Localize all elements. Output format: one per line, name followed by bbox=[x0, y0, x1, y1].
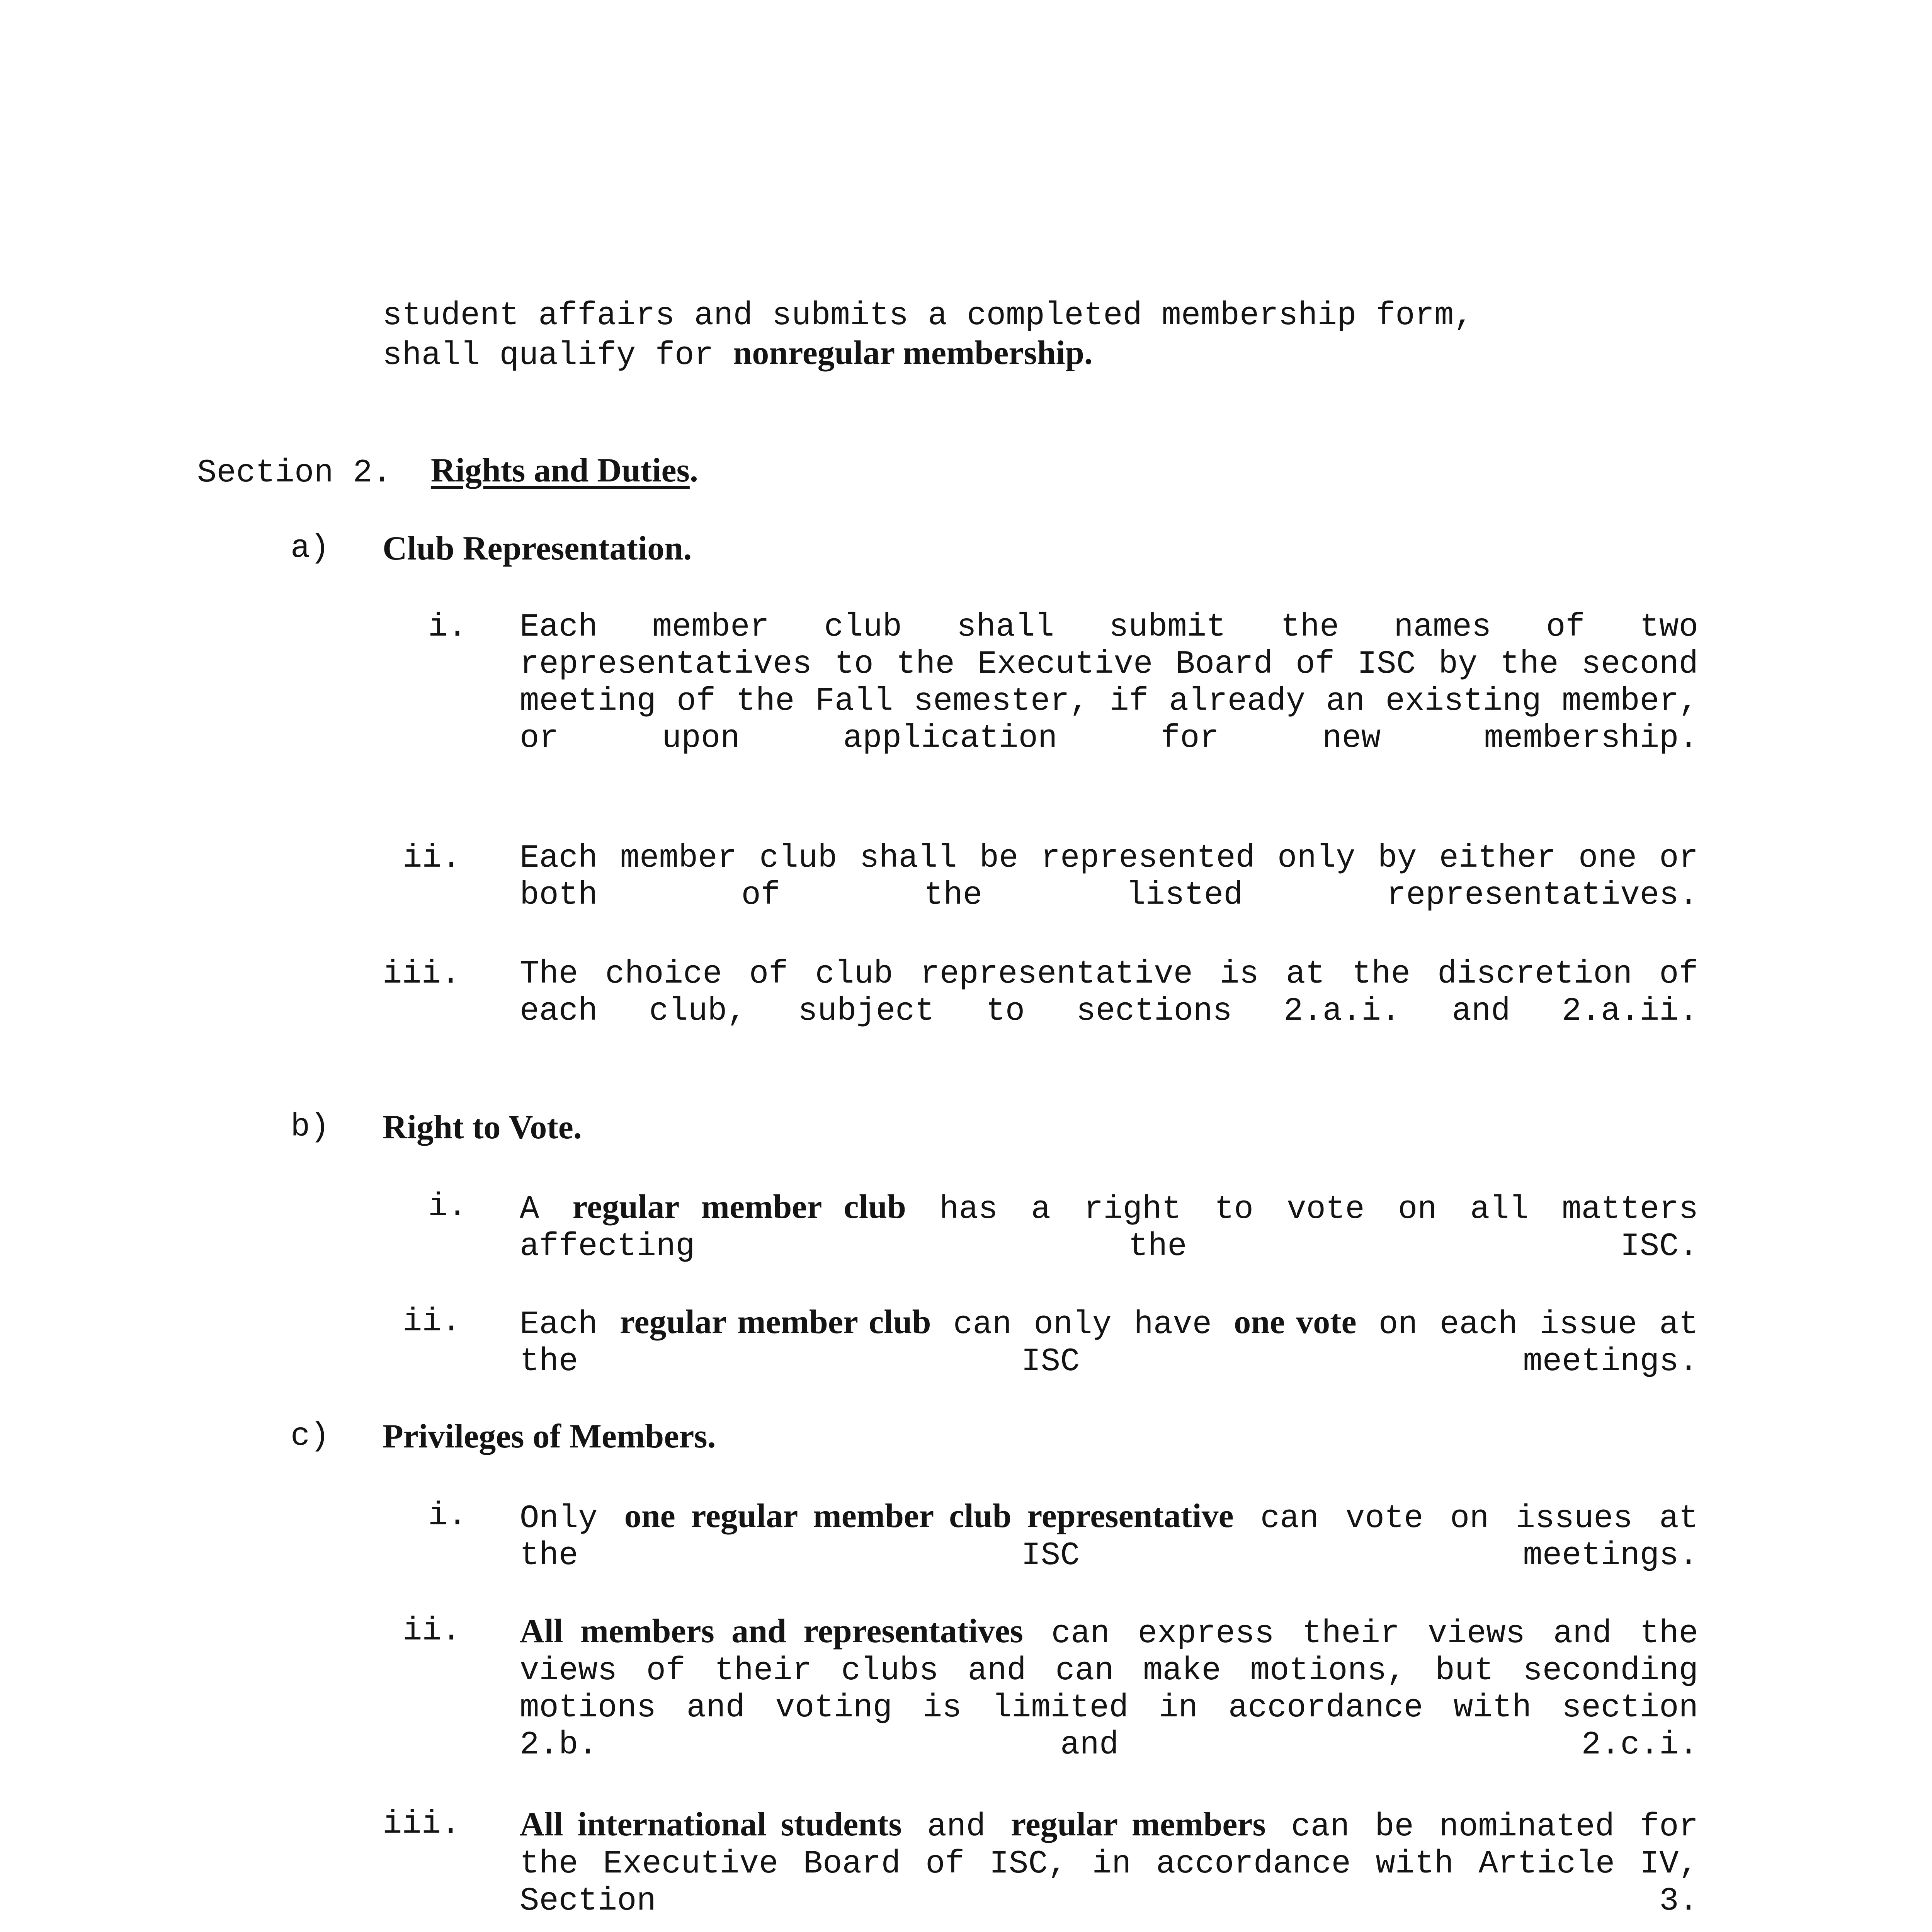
item-b-marker: b) bbox=[291, 1109, 330, 1146]
intro-line-2 bbox=[383, 335, 1093, 374]
item-a-ii-text: Each member club shall be represented only by either one or both of the listed representatives. bbox=[520, 840, 1698, 914]
item-b-heading: Right to Vote. bbox=[383, 1109, 582, 1146]
item-b-i-marker: i. bbox=[428, 1189, 467, 1225]
item-c-i-text: Only one regular member club representative can vote on issues at the ISC meetings. bbox=[520, 1497, 1698, 1574]
intro-line-2-text: shall qualify for bbox=[383, 337, 733, 374]
section-title-period: . bbox=[689, 452, 698, 489]
item-c-iii-marker: iii. bbox=[383, 1806, 461, 1843]
item-a-ii-marker: ii. bbox=[403, 840, 461, 877]
item-a-i-text: Each member club shall submit the names of two representatives to the Executive Board of ISC by the second meeting of the Fall semester, if already an existing member, or upon application for new membership. bbox=[520, 609, 1698, 757]
item-c-heading: Privileges of Members. bbox=[383, 1418, 716, 1455]
intro-line-1 bbox=[383, 298, 1473, 335]
section-label: Section 2. bbox=[197, 455, 392, 492]
item-c-ii-text: All members and representatives can express their views and the views of their clubs and can make motions, but seconding motions and voting is limited in accordance with section 2.b. and 2.c.i. bbox=[520, 1612, 1698, 1764]
regular-members-term: regular members bbox=[1011, 1806, 1266, 1843]
item-a-heading: Club Representation. bbox=[383, 530, 692, 567]
item-a-iii-marker: iii. bbox=[383, 956, 461, 993]
item-c-marker: c) bbox=[291, 1418, 330, 1455]
regular-member-club-term: regular member club bbox=[619, 1303, 931, 1341]
item-a-i-marker: i. bbox=[428, 609, 467, 646]
section-2-heading bbox=[197, 452, 698, 492]
item-c-ii-marker: ii. bbox=[403, 1613, 461, 1650]
item-b-ii-marker: ii. bbox=[403, 1304, 461, 1340]
item-c-iii-text: All international students and regular members can be nominated for the Executive Board of ISC, in accordance with Article IV, Section 3. bbox=[520, 1806, 1699, 1920]
item-b-ii-text: Each regular member club can only have one vote on each issue at the ISC meetings. bbox=[520, 1303, 1698, 1380]
item-a-marker: a) bbox=[291, 530, 330, 567]
intro-line-1-text: student affairs and submits a completed membership form, bbox=[383, 298, 1473, 334]
item-c-i-marker: i. bbox=[428, 1498, 467, 1534]
regular-member-club-term: regular member club bbox=[572, 1188, 906, 1226]
one-regular-member-club-representative-term: one regular member club representative bbox=[624, 1497, 1234, 1535]
nonregular-membership-term: nonregular membership. bbox=[733, 334, 1093, 372]
item-b-i-text: A regular member club has a right to vote on all matters affecting the ISC. bbox=[520, 1188, 1698, 1265]
one-vote-term: one vote bbox=[1234, 1303, 1357, 1341]
all-members-and-representatives-term: All members and representatives bbox=[520, 1612, 1023, 1650]
item-a-iii-text: The choice of club representative is at the discretion of each club, subject to sections 2.a.i. and 2.a.ii. bbox=[520, 956, 1698, 1030]
all-international-students-term: All international students bbox=[520, 1806, 902, 1843]
section-title: Rights and Duties bbox=[430, 452, 690, 489]
